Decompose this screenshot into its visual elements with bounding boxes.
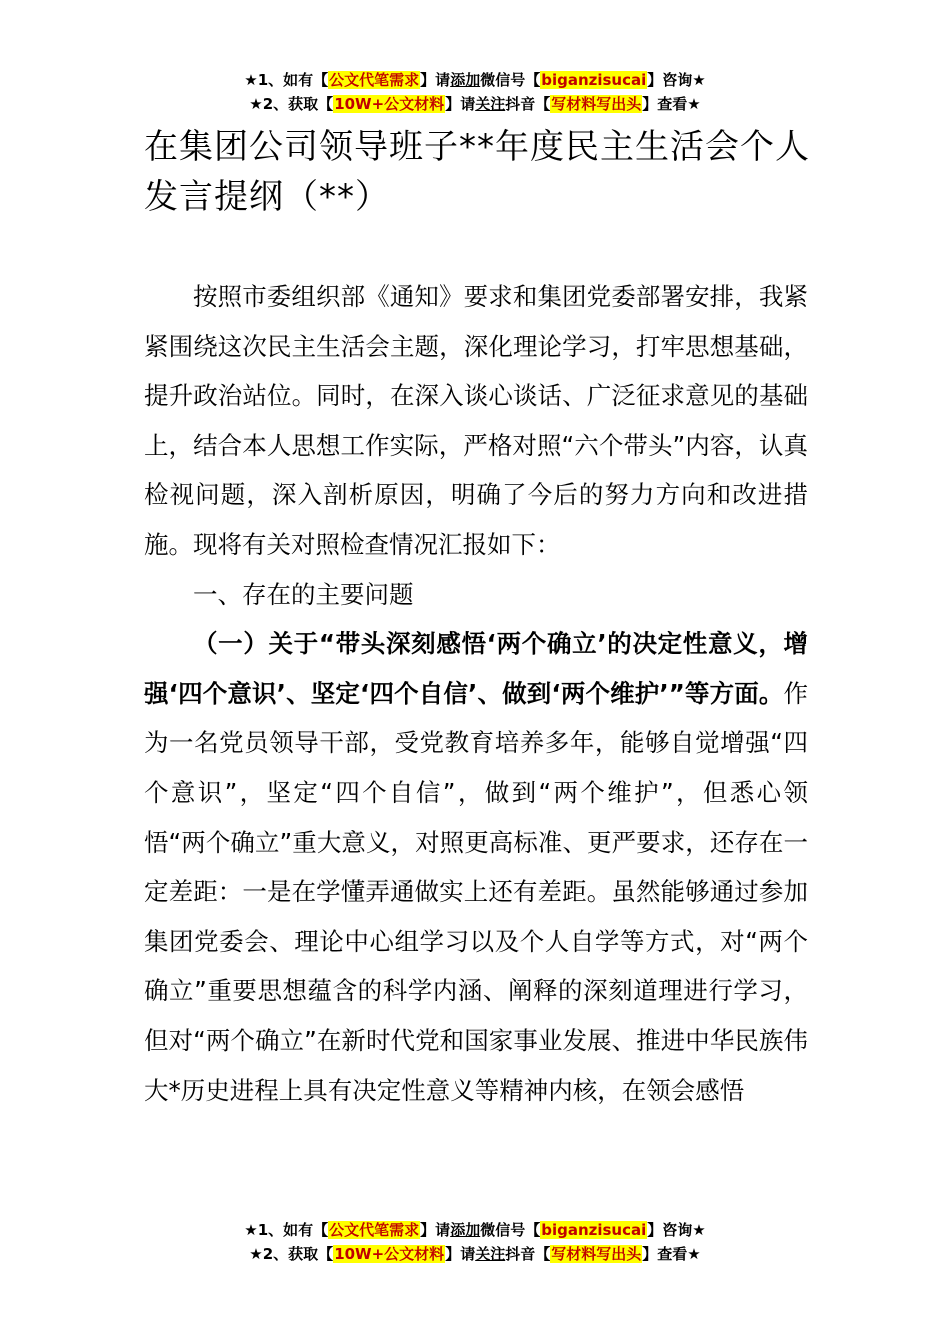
banner-text: 微信号【 [480,1221,541,1239]
document-title: 在集团公司领导班子**年度民主生活会个人发言提纲（**） [144,127,810,217]
banner-emphasis: 关注 [475,1245,506,1263]
subsection-body: 作为一名党员领导干部，受党教育培养多年，能够自觉增强“四个意识”，坚定“四个自信”，做到“两个维护”，但悉心领悟“两个确立”重大意义，对照更高标准、更严要求，还存在一定差距：一是在学懂弄通做实上还有差距。虽然能够通过参加集团党委会、理论中心组学习以及个人自学等方式，对“两个确立”重要思想蕴含的科学内涵、阐释的深刻道理进行学习，但对“两个确立”在新时代党和国家事业发展、推进中华民族伟大*历史进程上具有决定性意义等精神内核，在领会感悟 [144,678,808,1105]
subsection-paragraph [144,619,808,1115]
section-heading: 一、存在的主要问题 [193,579,414,609]
banner-douyin-id: 写材料写出头 [551,95,642,113]
banner-text: 】请 [420,71,451,89]
banner-wechat-id: biganzisucai [541,71,647,89]
banner-wechat-id: biganzisucai [541,1221,647,1239]
banner-emphasis: 添加 [450,71,481,89]
banner-line-1 [0,68,950,92]
footer-banner [0,1218,950,1266]
banner-text: 】查看★ [642,1245,701,1263]
banner-text: ★1、如有【 [244,1221,329,1239]
banner-emphasis: 关注 [475,95,506,113]
banner-text: 】请 [420,1221,451,1239]
banner-text: 】查看★ [642,95,701,113]
banner-line-1 [0,1218,950,1242]
banner-text: 】咨询★ [647,1221,706,1239]
banner-highlight: 公文代笔需求 [329,1221,420,1239]
banner-text: 抖音【 [505,95,551,113]
banner-highlight: 10W+公文材料 [334,95,445,113]
header-banner [0,68,950,116]
banner-text: 】咨询★ [647,71,706,89]
banner-text: 】请 [445,95,476,113]
banner-text: 抖音【 [505,1245,551,1263]
banner-highlight: 10W+公文材料 [334,1245,445,1263]
banner-highlight: 公文代笔需求 [329,71,420,89]
banner-line-2 [0,92,950,116]
banner-text: ★2、获取【 [249,1245,334,1263]
banner-text: ★1、如有【 [244,71,329,89]
banner-text: ★2、获取【 [249,95,334,113]
banner-text: 】请 [445,1245,476,1263]
document-body [144,272,808,1115]
banner-line-2 [0,1242,950,1266]
intro-paragraph: 按照市委组织部《通知》要求和集团党委部署安排，我紧紧围绕这次民主生活会主题，深化理论学习，打牢思想基础，提升政治站位。同时，在深入谈心谈话、广泛征求意见的基础上，结合本人思想工作实际，严格对照“六个带头”内容，认真检视问题，深入剖析原因，明确了今后的努力方向和改进措施。现将有关对照检查情况汇报如下： [144,282,808,559]
banner-text: 微信号【 [480,71,541,89]
subsection-heading: （一）关于“带头深刻感悟‘两个确立’的决定性意义，增强‘四个意识’、坚定‘四个自信’、做到‘两个维护’”等方面。 [144,629,808,708]
banner-emphasis: 添加 [450,1221,481,1239]
banner-douyin-id: 写材料写出头 [551,1245,642,1263]
